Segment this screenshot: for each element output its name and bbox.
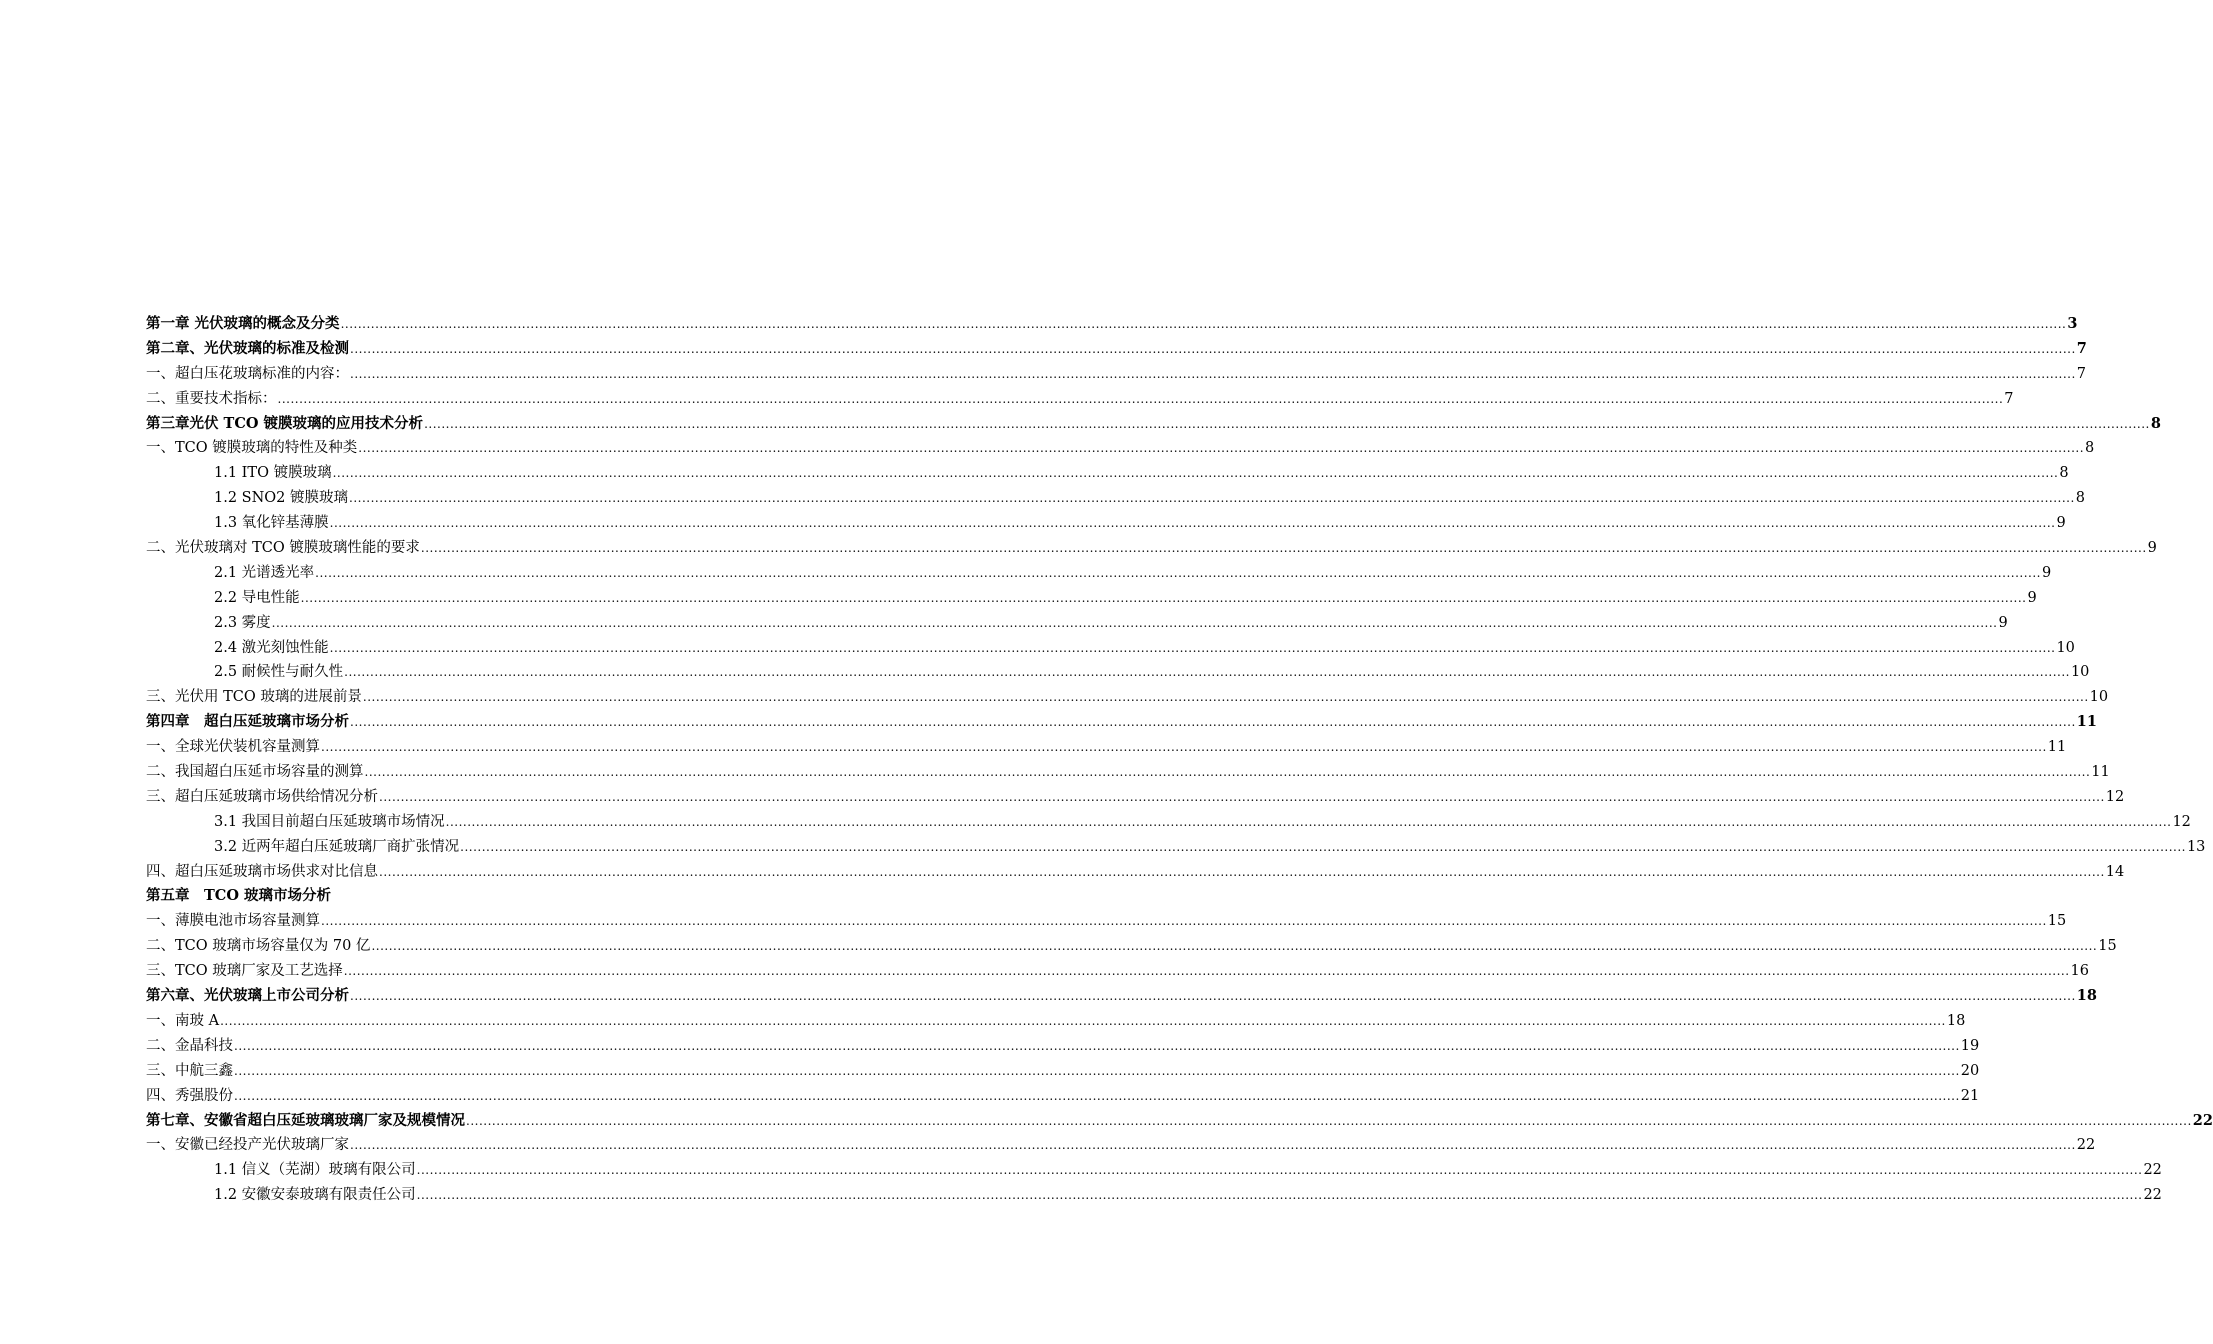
toc-dot-leader: ................................................................................................................................................................................................................................................................................................................................................................................................................ bbox=[379, 864, 2105, 879]
toc-page-number: 22 bbox=[2192, 1111, 2213, 1129]
toc-subentry[interactable] bbox=[146, 611, 2008, 636]
toc-entry[interactable] bbox=[146, 735, 2067, 760]
toc-entry-title: 1.2 安徽安泰玻璃有限责任公司 bbox=[214, 1187, 416, 1204]
toc-entry-title: 一、薄膜电池市场容量测算 bbox=[146, 913, 320, 930]
toc-page-number: 20 bbox=[1960, 1062, 1980, 1079]
toc-dot-leader: ................................................................................................................................................................................................................................................................................................................................................................................................................ bbox=[445, 814, 2172, 829]
toc-dot-leader: ................................................................................................................................................................................................................................................................................................................................................................................................................ bbox=[234, 1038, 1960, 1053]
toc-page-number: 9 bbox=[2147, 540, 2157, 557]
toc-chapter-entry[interactable] bbox=[146, 337, 2087, 362]
toc-page-number: 9 bbox=[1998, 614, 2008, 631]
toc-page-number: 9 bbox=[2027, 589, 2037, 606]
toc-page-number: 11 bbox=[2091, 764, 2110, 781]
toc-entry-title: 2.5 耐候性与耐久性 bbox=[214, 664, 344, 681]
toc-entry-title: 第五章 TCO 玻璃市场分析 bbox=[146, 887, 332, 905]
toc-dot-leader: ................................................................................................................................................................................................................................................................................................................................................................................................................ bbox=[220, 1013, 1946, 1028]
toc-page-number: 16 bbox=[2070, 963, 2089, 980]
toc-dot-leader: ................................................................................................................................................................................................................................................................................................................................................................................................................ bbox=[329, 516, 2056, 531]
toc-dot-leader: ................................................................................................................................................................................................................................................................................................................................................................................................................ bbox=[420, 541, 2147, 556]
table-of-contents bbox=[146, 312, 2213, 1208]
toc-subentry[interactable] bbox=[146, 1183, 2162, 1208]
toc-entry-title: 3.2 近两年超白压延玻璃厂商扩张情况 bbox=[214, 838, 460, 855]
toc-chapter-entry[interactable] bbox=[146, 710, 2097, 735]
toc-entry-title: 1.1 信义（芜湖）玻璃有限公司 bbox=[214, 1162, 416, 1179]
toc-page-number: 11 bbox=[2047, 739, 2067, 756]
toc-dot-leader: ................................................................................................................................................................................................................................................................................................................................................................................................................ bbox=[416, 1163, 2143, 1178]
toc-entry[interactable] bbox=[146, 362, 2087, 387]
toc-dot-leader: ................................................................................................................................................................................................................................................................................................................................................................................................................ bbox=[300, 590, 2027, 605]
toc-entry-title: 一、南玻 A bbox=[146, 1012, 220, 1029]
toc-dot-leader: ................................................................................................................................................................................................................................................................................................................................................................................................................ bbox=[379, 789, 2105, 804]
toc-entry-title: 3.1 我国目前超白压延玻璃市场情况 bbox=[214, 813, 445, 830]
toc-page-number: 7 bbox=[2076, 365, 2087, 382]
toc-subentry[interactable] bbox=[146, 486, 2086, 511]
toc-chapter-entry[interactable] bbox=[146, 984, 2097, 1009]
toc-dot-leader: ................................................................................................................................................................................................................................................................................................................................................................................................................ bbox=[329, 640, 2056, 655]
toc-dot-leader: ................................................................................................................................................................................................................................................................................................................................................................................................................ bbox=[364, 765, 2091, 780]
toc-page-number: 9 bbox=[2041, 564, 2052, 581]
toc-page-number: 13 bbox=[2186, 838, 2206, 855]
toc-page-number: 8 bbox=[2150, 414, 2161, 432]
toc-dot-leader: ................................................................................................................................................................................................................................................................................................................................................................................................................ bbox=[416, 1188, 2143, 1203]
toc-entry-title: 第七章、安徽省超白压延玻璃玻璃厂家及规模情况 bbox=[146, 1111, 465, 1129]
toc-subentry[interactable] bbox=[146, 810, 2191, 835]
toc-dot-leader: ................................................................................................................................................................................................................................................................................................................................................................................................................ bbox=[350, 989, 2076, 1004]
toc-entry[interactable] bbox=[146, 387, 2014, 412]
toc-page-number: 15 bbox=[2098, 938, 2117, 955]
toc-entry[interactable] bbox=[146, 760, 2110, 785]
toc-page-number: 22 bbox=[2143, 1187, 2162, 1204]
toc-dot-leader: ................................................................................................................................................................................................................................................................................................................................................................................................................ bbox=[271, 615, 1998, 630]
toc-subentry[interactable] bbox=[146, 1158, 2162, 1183]
toc-entry[interactable] bbox=[146, 536, 2157, 561]
toc-chapter-entry[interactable] bbox=[146, 412, 2161, 437]
toc-dot-leader: ................................................................................................................................................................................................................................................................................................................................................................................................................ bbox=[362, 690, 2089, 705]
toc-subentry[interactable] bbox=[146, 561, 2052, 586]
toc-entry-title: 第二章、光伏玻璃的标准及检测 bbox=[146, 339, 349, 357]
toc-page-number: 3 bbox=[2067, 315, 2078, 332]
toc-entry-title: 第一章 光伏玻璃的概念及分类 bbox=[146, 315, 340, 332]
toc-subentry[interactable] bbox=[146, 511, 2066, 536]
toc-entry[interactable] bbox=[146, 1009, 1966, 1034]
toc-dot-leader: ................................................................................................................................................................................................................................................................................................................................................................................................................ bbox=[358, 441, 2085, 456]
toc-page-number: 7 bbox=[2004, 390, 2014, 407]
toc-entry-title: 三、中航三鑫 bbox=[146, 1062, 233, 1079]
toc-page-number: 7 bbox=[2076, 339, 2087, 357]
toc-entry[interactable] bbox=[146, 436, 2095, 461]
toc-dot-leader: ................................................................................................................................................................................................................................................................................................................................................................................................................ bbox=[350, 1138, 2076, 1153]
toc-entry-title: 一、安徽已经投产光伏玻璃厂家 bbox=[146, 1137, 349, 1154]
toc-subentry[interactable] bbox=[146, 586, 2037, 611]
toc-entry[interactable] bbox=[146, 1084, 1980, 1109]
toc-dot-leader: ................................................................................................................................................................................................................................................................................................................................................................................................................ bbox=[315, 565, 2041, 580]
toc-page-number: 10 bbox=[2070, 664, 2090, 681]
toc-entry-title: 三、TCO 玻璃厂家及工艺选择 bbox=[146, 963, 343, 980]
toc-subentry[interactable] bbox=[146, 461, 2069, 486]
toc-dot-leader: ................................................................................................................................................................................................................................................................................................................................................................................................................ bbox=[321, 740, 2047, 755]
toc-page-number: 8 bbox=[2085, 440, 2095, 457]
toc-page-number: 8 bbox=[2075, 490, 2086, 507]
toc-entry-title: 2.2 导电性能 bbox=[214, 589, 300, 606]
toc-entry[interactable] bbox=[146, 1034, 1980, 1059]
toc-entry-title: 2.1 光谱透光率 bbox=[214, 564, 315, 581]
toc-page-number: 14 bbox=[2105, 863, 2125, 880]
toc-entry-title: 1.1 ITO 镀膜玻璃 bbox=[214, 465, 332, 482]
toc-subentry[interactable] bbox=[146, 660, 2090, 685]
toc-entry[interactable] bbox=[146, 685, 2109, 710]
toc-dot-leader: ................................................................................................................................................................................................................................................................................................................................................................................................................ bbox=[349, 491, 2075, 506]
toc-entry-title: 二、我国超白压延市场容量的测算 bbox=[146, 764, 364, 781]
toc-chapter-entry[interactable] bbox=[146, 884, 797, 909]
toc-entry-title: 1.2 SNO2 镀膜玻璃 bbox=[214, 490, 349, 507]
toc-page-number: 21 bbox=[1960, 1087, 1980, 1104]
toc-entry-title: 2.3 雾度 bbox=[214, 614, 271, 631]
toc-entry-title: 四、超白压延玻璃市场供求对比信息 bbox=[146, 863, 378, 880]
toc-entry-title: 第三章光伏 TCO 镀膜玻璃的应用技术分析 bbox=[146, 414, 424, 432]
toc-entry-title: 四、秀强股份 bbox=[146, 1087, 233, 1104]
toc-page-number: 19 bbox=[1960, 1037, 1980, 1054]
toc-page-number: 18 bbox=[1946, 1012, 1966, 1029]
toc-entry[interactable] bbox=[146, 1059, 1980, 1084]
toc-entry-title: 一、超白压花玻璃标准的内容： bbox=[146, 365, 349, 382]
toc-entry[interactable] bbox=[146, 909, 2067, 934]
toc-entry-title: 二、金晶科技 bbox=[146, 1037, 233, 1054]
toc-entry-title: 一、全球光伏装机容量测算 bbox=[146, 739, 320, 756]
toc-entry[interactable] bbox=[146, 785, 2125, 810]
toc-dot-leader: ................................................................................................................................................................................................................................................................................................................................................................................................................ bbox=[466, 1113, 2192, 1128]
toc-dot-leader: ................................................................................................................................................................................................................................................................................................................................................................................................................ bbox=[371, 939, 2098, 954]
toc-entry-title: 三、光伏用 TCO 玻璃的进展前景 bbox=[146, 689, 362, 706]
toc-page-number: 8 bbox=[2059, 465, 2069, 482]
toc-entry[interactable] bbox=[146, 1133, 2096, 1158]
toc-dot-leader: ................................................................................................................................................................................................................................................................................................................................................................................................................ bbox=[234, 1063, 1960, 1078]
toc-dot-leader: ................................................................................................................................................................................................................................................................................................................................................................................................................ bbox=[343, 964, 2070, 979]
toc-entry[interactable] bbox=[146, 934, 2117, 959]
toc-page-number: 22 bbox=[2076, 1137, 2096, 1154]
toc-entry-title: 二、重要技术指标： bbox=[146, 390, 277, 407]
toc-dot-leader: ................................................................................................................................................................................................................................................................................................................................................................................................................ bbox=[350, 341, 2076, 356]
toc-entry[interactable] bbox=[146, 860, 2125, 885]
toc-page-number: 9 bbox=[2056, 515, 2066, 532]
toc-chapter-entry[interactable] bbox=[146, 1109, 2213, 1134]
toc-entry-title: 二、TCO 玻璃市场容量仅为 70 亿 bbox=[146, 938, 371, 955]
toc-page-number: 10 bbox=[2089, 689, 2109, 706]
toc-dot-leader: ................................................................................................................................................................................................................................................................................................................................................................................................................ bbox=[344, 665, 2070, 680]
toc-entry-title: 1.3 氧化锌基薄膜 bbox=[214, 515, 329, 532]
toc-page-number: 15 bbox=[2047, 913, 2067, 930]
toc-dot-leader: ................................................................................................................................................................................................................................................................................................................................................................................................................ bbox=[277, 391, 2004, 406]
toc-chapter-entry[interactable] bbox=[146, 312, 2078, 337]
toc-dot-leader: ................................................................................................................................................................................................................................................................................................................................................................................................................ bbox=[321, 914, 2047, 929]
toc-page-number: 18 bbox=[2076, 987, 2097, 1005]
toc-dot-leader: ................................................................................................................................................................................................................................................................................................................................................................................................................ bbox=[332, 466, 2059, 481]
toc-subentry[interactable] bbox=[146, 835, 2206, 860]
toc-dot-leader: ................................................................................................................................................................................................................................................................................................................................................................................................................ bbox=[424, 416, 2150, 431]
toc-page-number: 10 bbox=[2056, 639, 2075, 656]
toc-dot-leader: ................................................................................................................................................................................................................................................................................................................................................................................................................ bbox=[460, 839, 2186, 854]
toc-page-number: 22 bbox=[2143, 1162, 2162, 1179]
toc-dot-leader: ................................................................................................................................................................................................................................................................................................................................................................................................................ bbox=[350, 715, 2076, 730]
toc-entry-title: 第四章 超白压延玻璃市场分析 bbox=[146, 713, 349, 731]
toc-page-number: 12 bbox=[2172, 813, 2191, 830]
toc-entry-title: 一、TCO 镀膜玻璃的特性及种类 bbox=[146, 440, 358, 457]
toc-subentry[interactable] bbox=[146, 636, 2075, 661]
toc-entry-title: 2.4 激光刻蚀性能 bbox=[214, 639, 329, 656]
toc-entry[interactable] bbox=[146, 959, 2089, 984]
toc-dot-leader: ................................................................................................................................................................................................................................................................................................................................................................................................................ bbox=[350, 366, 2076, 381]
toc-entry-title: 第六章、光伏玻璃上市公司分析 bbox=[146, 987, 349, 1005]
toc-entry-title: 二、光伏玻璃对 TCO 镀膜玻璃性能的要求 bbox=[146, 540, 420, 557]
toc-entry-title: 三、超白压延玻璃市场供给情况分析 bbox=[146, 788, 378, 805]
toc-page-number: 11 bbox=[2076, 713, 2097, 731]
toc-dot-leader: ................................................................................................................................................................................................................................................................................................................................................................................................................ bbox=[340, 317, 2067, 331]
toc-page-number: 12 bbox=[2105, 788, 2125, 805]
toc-dot-leader: ................................................................................................................................................................................................................................................................................................................................................................................................................ bbox=[234, 1088, 1960, 1103]
